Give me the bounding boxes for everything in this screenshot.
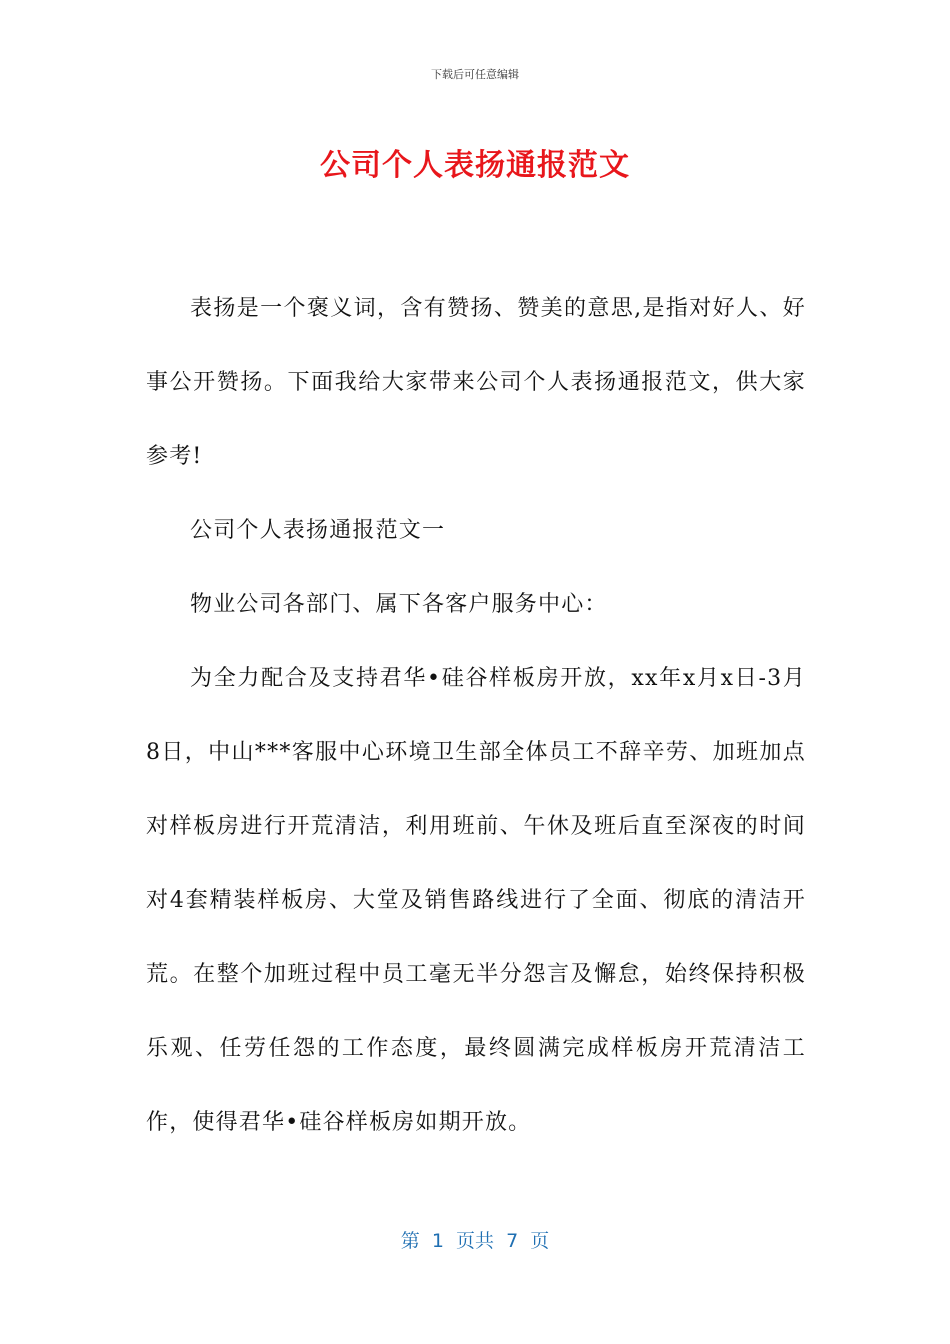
page-number-footer: 第 1 页共 7 页 (400, 1230, 550, 1252)
header-note: 下载后可任意编辑 (431, 68, 519, 81)
document-body (146, 272, 806, 1160)
paragraph-section-heading: 公司个人表扬通报范文一 (190, 518, 446, 543)
document-title: 公司个人表扬通报范文 (320, 148, 630, 183)
paragraph-main: 为全力配合及支持君华•硅谷样板房开放，xx年x月x日-3月8日，中山***客服中心环境卫生部全体员工不辞辛劳、加班加点对样板房进行开荒清洁，利用班前、午休及班后直至深夜的时间对4套精装样板房、大堂及销售路线进行了全面、彻底的清洁开荒。在整个加班过程中员工毫无半分怨言及懈怠，始终保持积极乐观、任劳任怨的工作态度，最终圆满完成样板房开荒清洁工作，使得君华•硅谷样板房如期开放。 (146, 666, 806, 1135)
paragraph-intro: 表扬是一个褒义词，含有赞扬、赞美的意思,是指对好人、好事公开赞扬。下面我给大家带来公司个人表扬通报范文，供大家参考! (146, 296, 806, 469)
paragraph-salutation: 物业公司各部门、属下各客户服务中心： (190, 592, 608, 617)
